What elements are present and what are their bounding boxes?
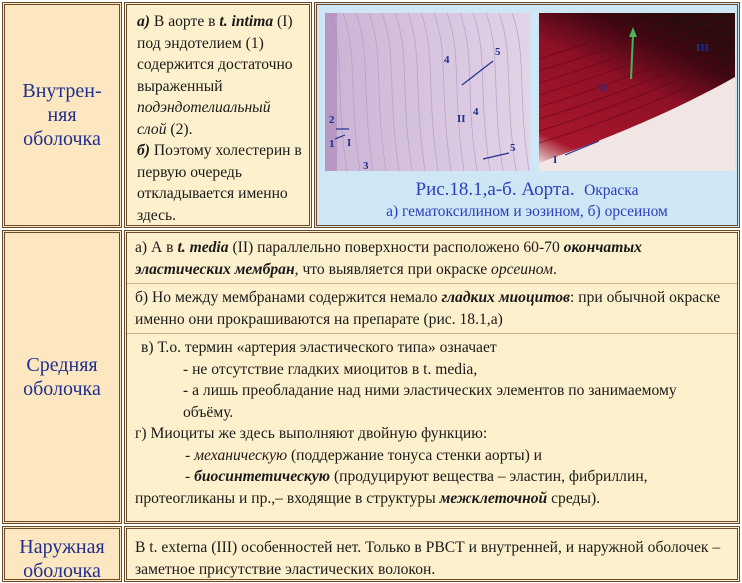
micrograph-he (325, 13, 530, 171)
mark-a3: 2 (329, 114, 335, 126)
media-layer-text (124, 230, 740, 524)
caption-title: Рис.18.1,а-б. Аорта. (415, 179, 575, 200)
mark-a7: 4 (473, 106, 479, 118)
media-bullet-d2 (135, 466, 727, 509)
text-run: (II) параллельно поверхности расположено 60-70 (228, 239, 564, 256)
term-intima: t. intima (219, 13, 274, 30)
media-paragraph-a (135, 237, 727, 280)
text-run: б) Но между мембранами содержится немало (135, 289, 442, 306)
media-bullet-c1: - не отсутствие гладких миоцитов в t. media, (183, 360, 478, 378)
figure-caption (317, 179, 737, 221)
mark-a5: I (347, 137, 352, 149)
caption-stain: Окраска (584, 182, 639, 199)
text-run: а) А в (135, 239, 178, 256)
text-run: - (185, 468, 195, 485)
text-run: - (185, 446, 195, 464)
item-marker: а) (137, 13, 150, 30)
text-run: В аорте в (150, 13, 220, 30)
text-run: среды). (547, 489, 601, 507)
text-run: (поддержание тонуса стенки аорты) и (287, 446, 543, 464)
mark-b2: II (599, 82, 608, 94)
mark-a1: 4 (444, 54, 450, 66)
divider (127, 333, 737, 334)
figure-panel (314, 2, 740, 228)
item-marker: б) (137, 142, 150, 159)
text-run: в) Т.о. термин «артерия эластического типа» означает (141, 339, 497, 356)
term-subendothelial: подэндотелиальный слой (137, 99, 271, 138)
text-run: Поэтому холестерин в первую очередь откладывается именно здесь. (137, 142, 302, 224)
text-run: (I) под эндотелием (1) содержится достаточно выраженный (137, 13, 293, 95)
term-biosynthetic: биосинтетическую (194, 468, 331, 485)
term-mechanical: механическую (194, 446, 288, 464)
mark-b1: III (696, 42, 709, 54)
media-paragraph-c (135, 337, 727, 359)
mark-a8: II (457, 113, 466, 125)
mark-a2: 5 (495, 46, 501, 58)
media-bullet-d1 (135, 445, 727, 467)
term-intercellular: межклеточной (439, 489, 548, 507)
micrograph-orcein (539, 13, 735, 171)
divider (127, 283, 737, 284)
term-orcein: орсеином (491, 260, 553, 278)
text-run: (продуцируют вещества – эластин, фибриллин, протеогликаны и пр.,– входящие в структуры (135, 468, 648, 507)
mark-a6: 3 (363, 160, 369, 171)
term-myocytes: гладких миоцитов (441, 289, 571, 306)
externa-layer-label: Наружная оболочка (2, 526, 122, 582)
mark-b3: I (553, 154, 558, 166)
inner-layer-text (124, 2, 312, 228)
text-run: . (552, 260, 557, 278)
mark-a4: 1 (329, 138, 335, 150)
externa-layer-text: В t. externa (III) особенностей нет. Только в РВСТ и внутренней, и наружной оболочек – заметное присутствие эластических волокон. (124, 526, 740, 582)
media-paragraph-d: г) Миоциты же здесь выполняют двойную функцию: (135, 425, 488, 442)
media-layer-label: Средняя оболочка (2, 230, 122, 524)
text-run: , что выявляется при окраске (294, 260, 492, 278)
term-media: t. media (177, 239, 229, 256)
inner-layer-label: Внутрен- няя оболочка (2, 2, 122, 228)
media-paragraph-b (135, 287, 727, 330)
media-bullet-c2: - а лишь преобладание над ними эластических элементов по занимаемому объёму. (183, 382, 677, 421)
text-run: : при обычной окраске именно они прокрашиваются на препарате (рис. 18.1,а) (135, 289, 721, 328)
caption-sub: а) гематоксилином и эозином, б) орсеином (386, 203, 668, 220)
mark-a9: 5 (510, 142, 516, 154)
text-run: (2). (166, 120, 193, 138)
term-membranes: окончатых эластических мембран (135, 239, 642, 278)
